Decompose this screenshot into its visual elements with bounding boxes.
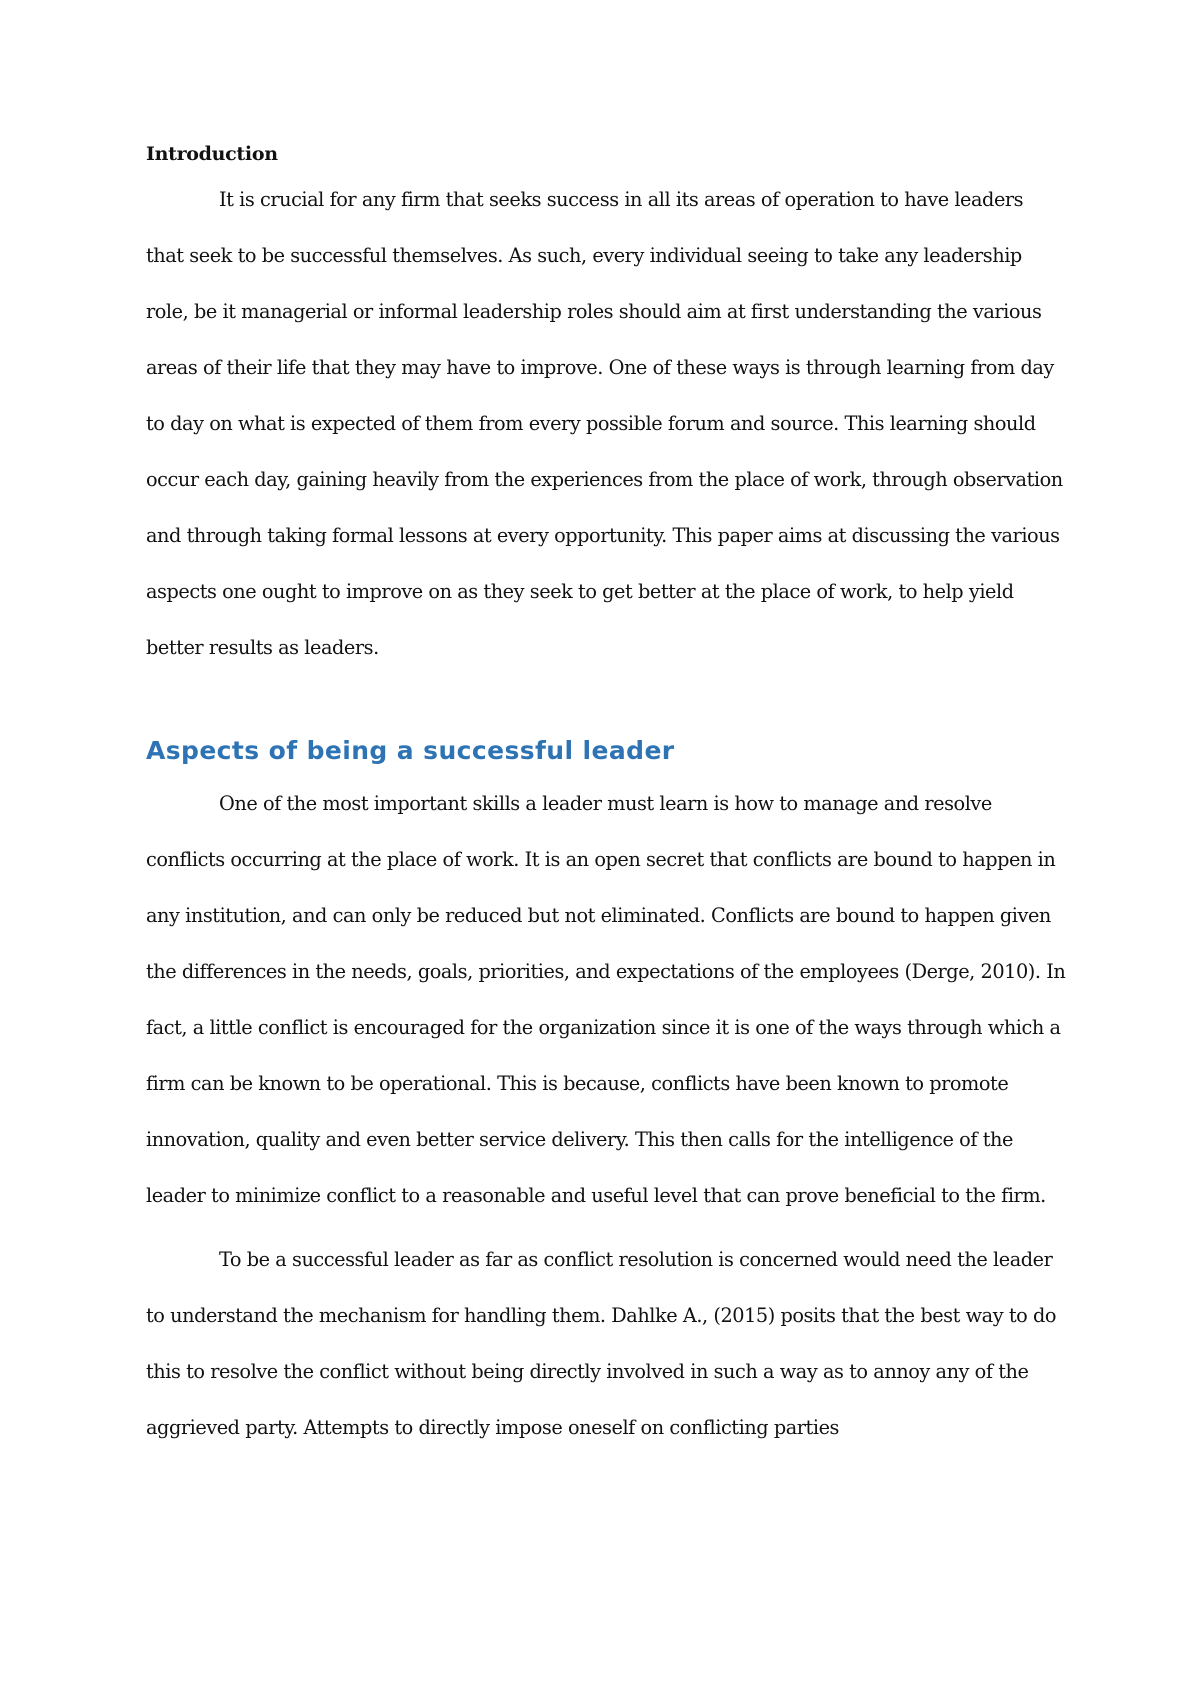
section-heading: Aspects of being a successful leader <box>146 736 675 765</box>
section-paragraph-1: One of the most important skills a leader must learn is how to manage and resolve conflicts occurring at the place of work. It is an open secret that conflicts are bound to happen in any institution, and can only be reduced but not eliminated. Conflicts are bound to happen given the differences in the needs, goals, priorities, and expectations of the employees (Derge, 2010). In fact, a little conflict is encouraged for the organization since it is one of the ways through which a firm can be known to be operational. This is because, conflicts have been known to promote innovation, quality and even better service delivery. This then calls for the intelligence of the leader to minimize conflict to a reasonable and useful level that can prove beneficial to the firm. <box>146 792 1066 1207</box>
document-body <box>146 140 1066 1456</box>
section-paragraph-2: To be a successful leader as far as conflict resolution is concerned would need the leader to understand the mechanism for handling them. Dahlke A., (2015) posits that the best way to do this to resolve the conflict without being directly involved in such a way as to annoy any of the aggrieved party. Attempts to directly impose oneself on conflicting parties <box>146 1248 1057 1439</box>
intro-paragraph: It is crucial for any firm that seeks success in all its areas of operation to have leaders that seek to be successful themselves. As such, every individual seeing to take any leadership role, be it managerial or informal leadership roles should aim at first understanding the various areas of their life that they may have to improve. One of these ways is through learning from day to day on what is expected of them from every possible forum and source. This learning should occur each day, gaining heavily from the experiences from the place of work, through observation and through taking formal lessons at every opportunity. This paper aims at discussing the various aspects one ought to improve on as they seek to get better at the place of work, to help yield better results as leaders. <box>146 188 1063 659</box>
introduction-label: Introduction <box>146 143 278 165</box>
